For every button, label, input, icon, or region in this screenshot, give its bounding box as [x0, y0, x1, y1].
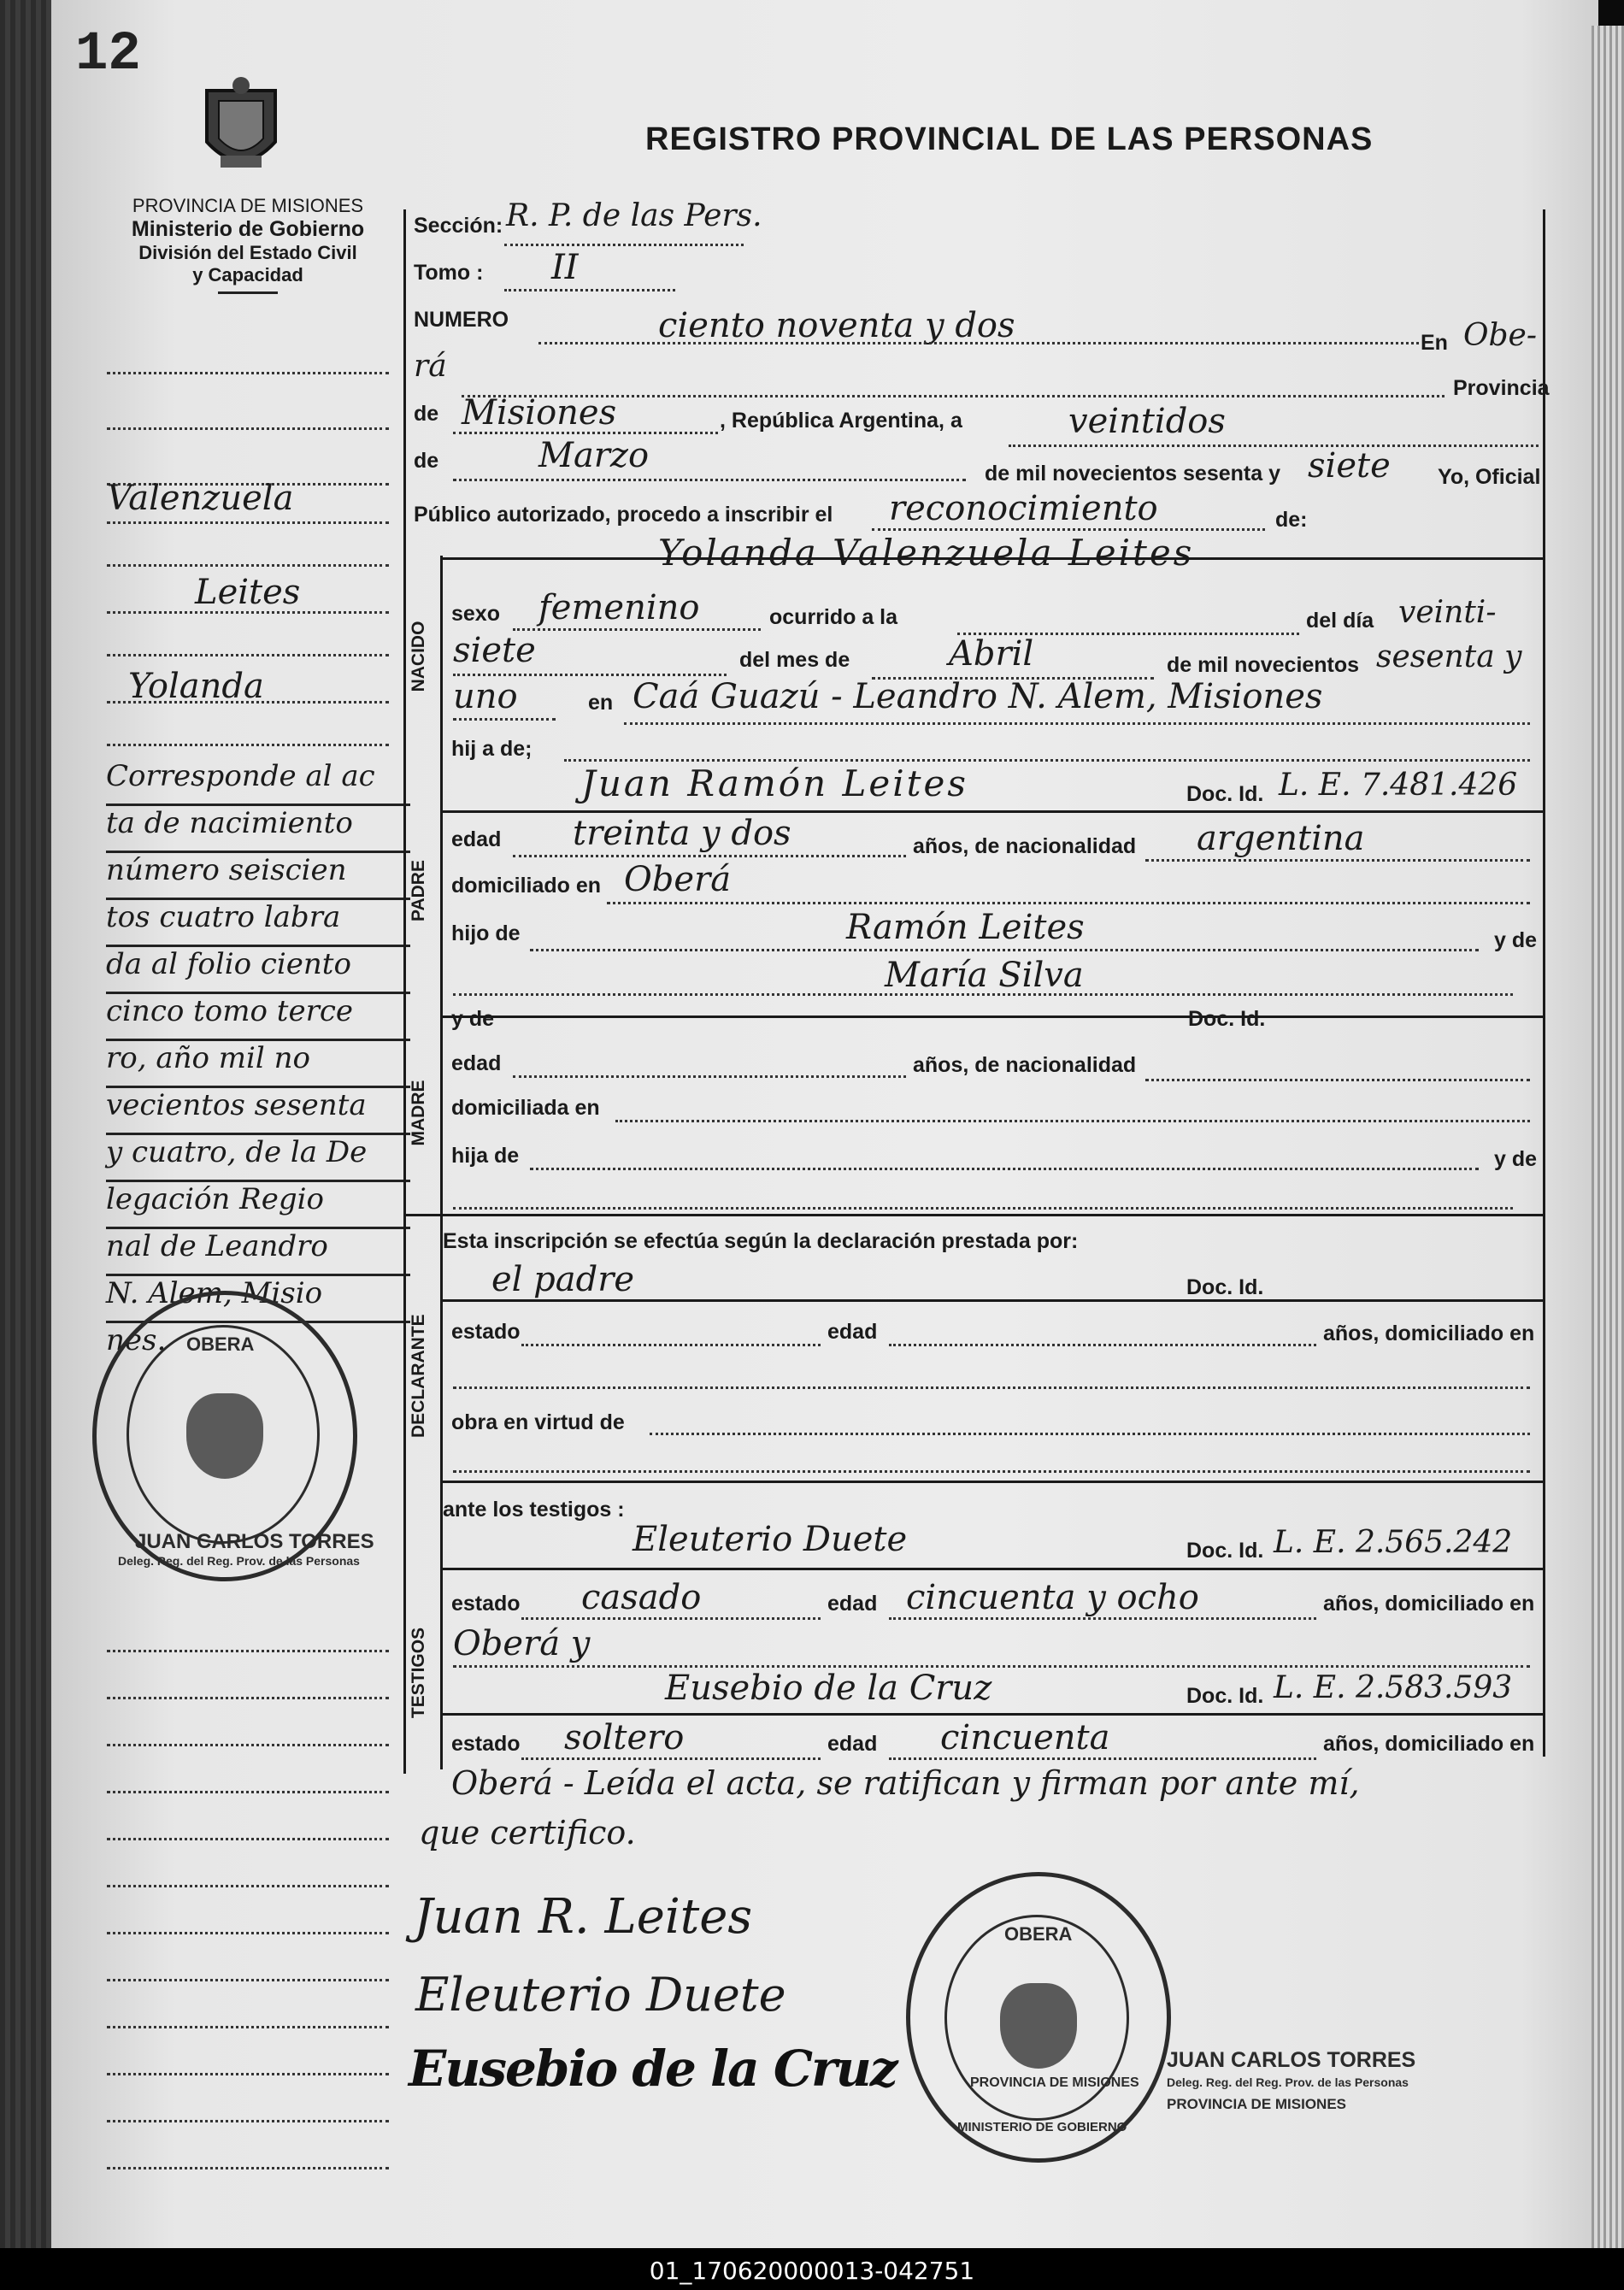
- testigos-top-line: [440, 1481, 1543, 1483]
- stamp-city-2: OBERA: [1004, 1923, 1073, 1945]
- margin-note-line: nal de Leandro: [106, 1229, 410, 1276]
- label-del-dia: del día: [1306, 609, 1374, 633]
- margin-nombre: Yolanda: [128, 667, 264, 706]
- label-doc-padre: Doc. Id.: [1186, 782, 1264, 806]
- label-de-mes: de: [414, 449, 439, 473]
- section-label-madre: MADRE: [409, 1080, 428, 1146]
- value-numero: ciento noventa y dos: [658, 306, 1015, 345]
- value-testigo2-estado: soltero: [564, 1718, 685, 1757]
- label-yo-oficial: Yo, Oficial: [1438, 465, 1541, 489]
- label-de-mil-2: de mil novecientos: [1167, 653, 1360, 677]
- label-estado-testigo2: estado: [451, 1732, 521, 1756]
- value-testigo1-edad: cincuenta y ocho: [906, 1578, 1199, 1617]
- label-publico: Público autorizado, procedo a inscribir el: [414, 503, 833, 527]
- value-testigo2-edad: cincuenta: [940, 1718, 1110, 1757]
- value-nombre-completo: Yolanda Valenzuela Leites: [658, 532, 1195, 574]
- label-anos-dom-declarante: años, domiciliado en: [1323, 1322, 1535, 1345]
- value-dia-nac-1: veinti-: [1398, 595, 1497, 630]
- value-testigo2: Eusebio de la Cruz: [665, 1669, 992, 1708]
- frame-right-line: [1543, 209, 1545, 1757]
- page-title: REGISTRO PROVINCIAL DE LAS PERSONAS: [645, 121, 1374, 157]
- coat-of-arms-icon: [190, 74, 292, 183]
- label-de-mil-1: de mil novecientos sesenta y: [985, 462, 1280, 486]
- margin-note-line: legación Regio: [106, 1182, 410, 1229]
- label-edad-padre: edad: [451, 827, 502, 851]
- margin-note-line: da al folio ciento: [106, 947, 410, 994]
- label-en-lugar: en: [588, 691, 614, 715]
- value-sexo: femenino: [538, 588, 700, 627]
- stamp-emblem-icon: [1000, 1983, 1077, 2069]
- stamp-bottom-ministry: MINISTERIO DE GOBIERNO: [957, 2120, 1127, 2134]
- margin-note-line: ro, año mil no: [106, 1041, 410, 1088]
- value-testigo1-estado: casado: [581, 1578, 702, 1617]
- stamp-city: OBERA: [186, 1333, 255, 1355]
- label-anos-nac-madre: años, de nacionalidad: [913, 1053, 1137, 1077]
- section-label-line: [440, 556, 443, 1769]
- margin-note-line: vecientos sesenta: [106, 1088, 410, 1135]
- value-lugar-nac: Caá Guazú - Leandro N. Alem, Misiones: [633, 677, 1323, 716]
- value-provincia: Misiones: [462, 393, 617, 433]
- division-label-1: División del Estado Civil: [138, 242, 357, 263]
- value-padre-hijo-de-2: María Silva: [885, 956, 1084, 995]
- label-hij-a-de: hij a de;: [451, 737, 533, 761]
- margin-apellido-1: Valenzuela: [107, 479, 294, 518]
- value-padre-nombre: Juan Ramón Leites: [581, 762, 968, 804]
- stamp-official-name-2: JUAN CARLOS TORRES: [1167, 2048, 1416, 2072]
- stamp-bottom-province: PROVINCIA DE MISIONES: [970, 2075, 1139, 2090]
- value-testigo2-doc: L. E. 2.583.593: [1274, 1670, 1513, 1705]
- declarante-name-line: [440, 1299, 1543, 1302]
- label-y-de-padre: y de: [1494, 928, 1538, 952]
- signature-3: Eusebio de la Cruz: [409, 2040, 897, 2098]
- value-testigo1-dom: Oberá y: [453, 1624, 591, 1663]
- frame-left-line: [403, 209, 406, 1774]
- label-anos-dom-testigo2: años, domiciliado en: [1323, 1732, 1535, 1756]
- value-padre-edad: treinta y dos: [573, 814, 791, 853]
- stamp-official-province-2: PROVINCIA DE MISIONES: [1167, 2096, 1347, 2112]
- margin-apellido-2: Leites: [195, 573, 301, 612]
- page-number: 12: [75, 24, 141, 85]
- testigo2-name-line: [440, 1713, 1543, 1716]
- label-de-colon: de:: [1275, 508, 1308, 532]
- value-dia-nac-2: siete: [453, 631, 536, 670]
- label-edad-testigo1: edad: [827, 1592, 878, 1616]
- label-numero: NUMERO: [414, 308, 509, 332]
- label-tomo: Tomo :: [414, 261, 484, 285]
- value-padre-doc: L. E. 7.481.426: [1279, 768, 1518, 803]
- label-hijo-de: hijo de: [451, 921, 521, 945]
- label-provincia: Provincia: [1453, 376, 1550, 400]
- section-label-testigos: TESTIGOS: [409, 1627, 428, 1719]
- label-del-mes: del mes de: [739, 648, 850, 672]
- value-acto: reconocimiento: [889, 489, 1158, 528]
- margin-note-line: N. Alem, Misio: [106, 1276, 410, 1323]
- value-padre-nac: argentina: [1197, 819, 1365, 858]
- label-domiciliado-padre: domiciliado en: [451, 874, 602, 898]
- label-anos-nac-padre: años, de nacionalidad: [913, 834, 1137, 858]
- label-edad-testigo2: edad: [827, 1732, 878, 1756]
- label-seccion: Sección:: [414, 214, 503, 238]
- stamp-official-name: JUAN CARLOS TORRES: [135, 1530, 374, 1553]
- margin-note-line: cinco tomo terce: [106, 994, 410, 1041]
- label-doc-testigo2: Doc. Id.: [1186, 1684, 1264, 1708]
- madre-top-line: [440, 1015, 1543, 1018]
- label-republica: , República Argentina, a: [720, 409, 962, 433]
- stamp-official-title: Deleg. Reg. del Reg. Prov. de las Personas: [118, 1554, 360, 1568]
- margin-note-line: ta de nacimiento: [106, 806, 410, 853]
- header-divider: [218, 291, 278, 294]
- value-en-city-2: rá: [414, 349, 447, 384]
- label-domiciliada-madre: domiciliada en: [451, 1096, 600, 1120]
- section-label-nacido: NACIDO: [409, 621, 428, 692]
- value-dia: veintidos: [1068, 402, 1226, 441]
- margin-note-line: y cuatro, de la De: [106, 1135, 410, 1182]
- section-label-padre: PADRE: [409, 860, 428, 921]
- value-anio-nac-2: uno: [453, 677, 518, 716]
- value-tomo: II: [551, 248, 579, 287]
- label-hija-de: hija de: [451, 1144, 520, 1168]
- value-testigo1-doc: L. E. 2.565.242: [1274, 1525, 1513, 1560]
- declarante-top-line: [406, 1214, 1543, 1216]
- label-ocurrido: ocurrido a la: [769, 605, 898, 629]
- label-anos-dom-testigo1: años, domiciliado en: [1323, 1592, 1535, 1616]
- margin-note-line: tos cuatro labra: [106, 900, 410, 947]
- section-label-declarante: DECLARANTE: [409, 1314, 428, 1438]
- label-de-provincia: de: [414, 402, 439, 426]
- padre-top-line: [440, 810, 1543, 813]
- label-estado-testigo1: estado: [451, 1592, 521, 1616]
- label-en: En: [1421, 331, 1448, 355]
- label-obra-virtud: obra en virtud de: [451, 1410, 625, 1434]
- footer-id: 01_170620000013-042751: [649, 2257, 975, 2285]
- label-ante-testigos: ante los testigos :: [443, 1498, 625, 1522]
- label-doc-declarante: Doc. Id.: [1186, 1275, 1264, 1299]
- margin-note-line: nes.: [106, 1323, 167, 1357]
- value-padre-hijo-de-1: Ramón Leites: [846, 908, 1085, 947]
- stamp-emblem-icon: [186, 1393, 263, 1479]
- value-anio-nac-1: sesenta y: [1376, 639, 1522, 674]
- bottom-official-stamp: [897, 1863, 1188, 2171]
- margin-note-line: número seiscien: [106, 853, 410, 900]
- value-padre-domicilio: Oberá: [624, 860, 732, 899]
- stamp-official-title-2: Deleg. Reg. del Reg. Prov. de las Personas: [1167, 2075, 1409, 2089]
- value-en-city-1: Obe-: [1463, 318, 1538, 353]
- label-doc-madre: Doc. Id.: [1188, 1007, 1266, 1031]
- signature-2: Eleuterio Duete: [415, 1968, 786, 2022]
- label-y-de-madre: y de: [451, 1007, 495, 1031]
- value-cierre-1: Oberá - Leída el acta, se ratifican y firman por ante mí,: [451, 1764, 1360, 1802]
- division-label-2: y Capacidad: [192, 264, 303, 286]
- value-testigo1: Eleuterio Duete: [633, 1520, 908, 1559]
- label-edad-madre: edad: [451, 1051, 502, 1075]
- ministry-label: Ministerio de Gobierno: [131, 217, 365, 241]
- margin-note-line: Corresponde al ac: [106, 759, 410, 806]
- signature-1: Juan R. Leites: [414, 1889, 753, 1945]
- label-esta-inscripcion: Esta inscripción se efectúa según la declaración prestada por:: [443, 1229, 1079, 1253]
- value-anio: siete: [1308, 446, 1391, 486]
- value-seccion: R. P. de las Pers.: [506, 198, 762, 233]
- label-sexo: sexo: [451, 602, 500, 626]
- label-estado-declarante: estado: [451, 1320, 521, 1344]
- left-official-stamp: [84, 1274, 374, 1616]
- province-label: PROVINCIA DE MISIONES: [132, 195, 364, 216]
- page-edges: [1592, 26, 1624, 2248]
- value-mes: Marzo: [538, 436, 650, 475]
- label-edad-declarante: edad: [827, 1320, 878, 1344]
- label-y-de-madre-2: y de: [1494, 1147, 1538, 1171]
- testigo1-name-line: [440, 1568, 1543, 1570]
- value-declarante: el padre: [491, 1260, 635, 1299]
- label-doc-testigo1: Doc. Id.: [1186, 1539, 1264, 1563]
- value-mes-nac: Abril: [949, 634, 1034, 674]
- value-cierre-2: que certifico.: [419, 1814, 636, 1851]
